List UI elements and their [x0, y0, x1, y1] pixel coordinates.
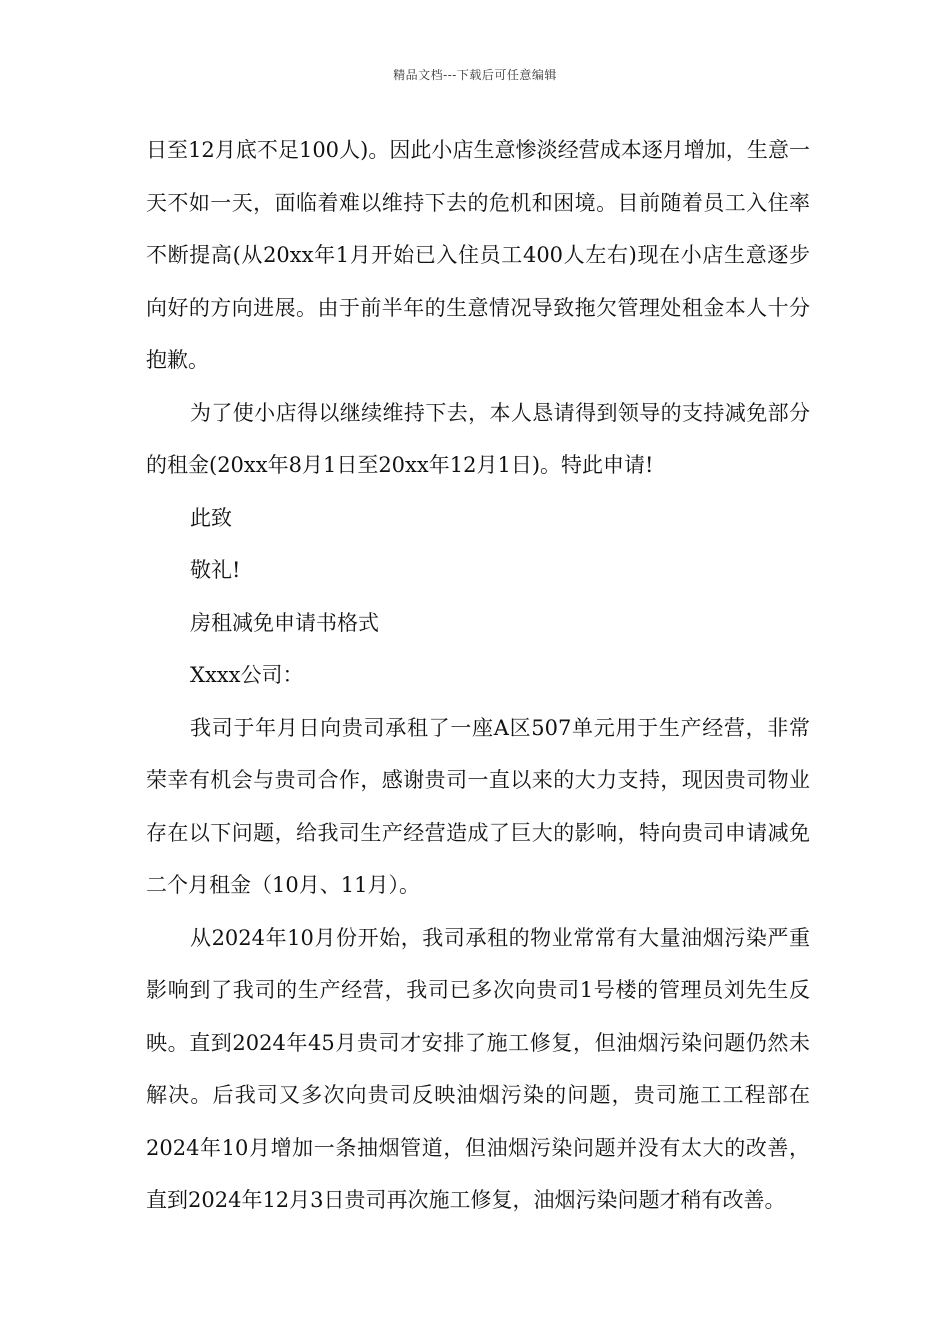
paragraph-issue: 从2024年10月份开始，我司承租的物业常常有大量油烟污染严重影响到了我司的生产经营，我司已多次向贵司1号楼的管理员刘先生反映。直到2024年45月贵司才安排了施工修复，但油烟污染问题仍然未解决。后我司又多次向贵司反映油烟污染的问题，贵司施工工程部在2024年10月增加一条抽烟管道，但油烟污染问题并没有太大的改善，直到2024年12月3日贵司再次施工修复，油烟污染问题才稍有改善。	[146, 925, 810, 1212]
section-heading: 房租减免申请书格式	[190, 610, 379, 635]
closing-greeting: 此致	[190, 505, 232, 530]
closing-salute: 敬礼!	[190, 558, 241, 582]
paragraph-request: 为了使小店得以继续维持下去，本人恳请得到领导的支持减免部分的租金(20xx年8月1日至20xx年12月1日)。特此申请!	[146, 400, 810, 477]
addressee: Xxxx公司：	[190, 663, 304, 687]
document-body	[146, 124, 810, 1227]
paragraph-intro: 我司于年月日向贵司承租了一座A区507单元用于生产经营，非常荣幸有机会与贵司合作，感谢贵司一直以来的大力支持，现因贵司物业存在以下问题，给我司生产经营造成了巨大的影响，特向贵司申请减免二个月租金（10月、11月）。	[146, 715, 810, 897]
paragraph-continuation: 日至12月底不足100人)。因此小店生意惨淡经营成本逐月增加，生意一天不如一天，面临着难以维持下去的危机和困境。目前随着员工入住率不断提高(从20xx年1月开始已入住员工400人左右)现在小店生意逐步向好的方向进展。由于前半年的生意情况导致拖欠管理处租金本人十分抱歉。	[146, 138, 810, 372]
page-header: 精品文档---下载后可任意编辑	[393, 68, 557, 82]
